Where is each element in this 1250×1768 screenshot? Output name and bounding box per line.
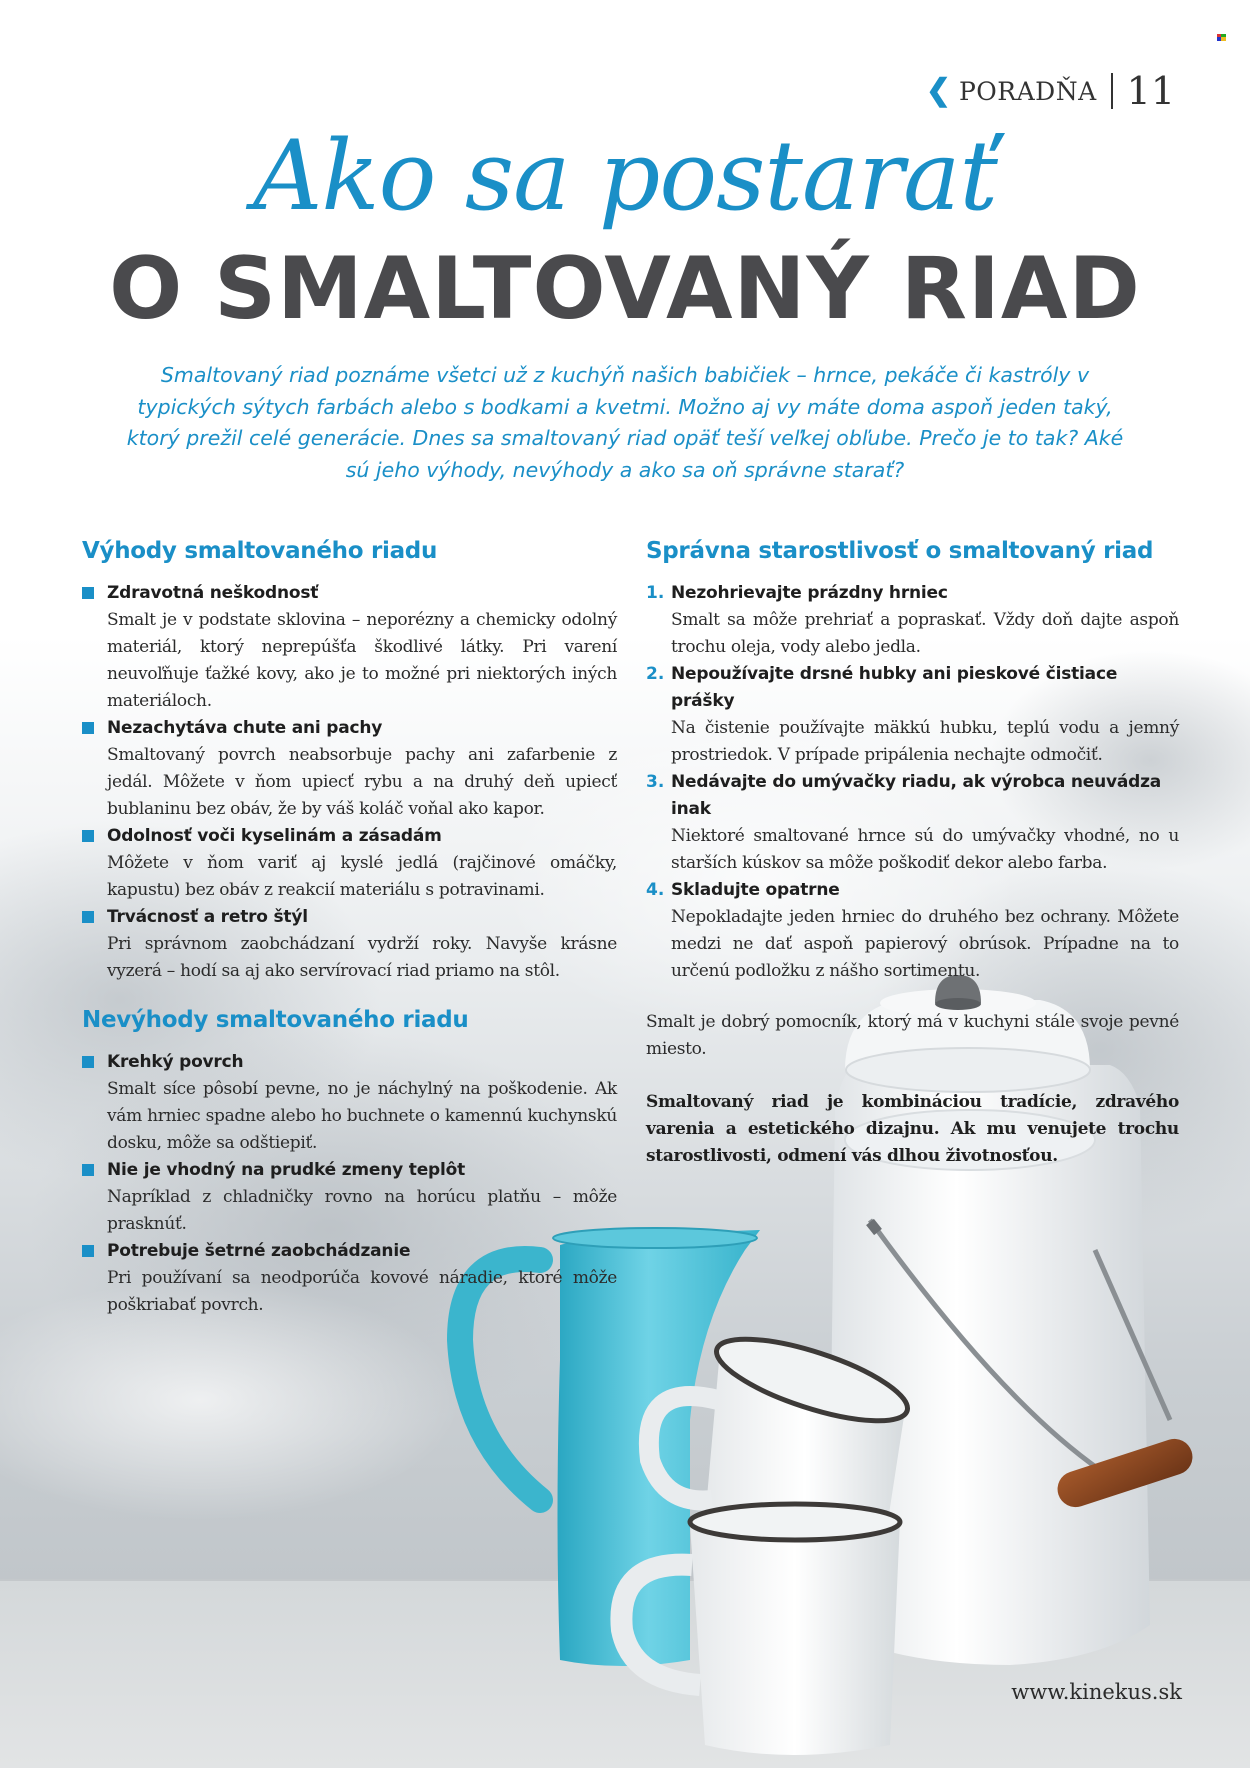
care-step-text: Smalt sa môže prehriať a popraskať. Vždy doň dajte aspoň trochu oleja, vody alebo jedla. <box>671 610 1179 657</box>
website-link[interactable]: www.kinekus.sk <box>1011 1680 1182 1704</box>
step-number: 4. <box>646 880 665 900</box>
care-heading: Správna starostlivosť o smaltovaný riad <box>646 538 1154 564</box>
page-number: 11 <box>1126 69 1175 113</box>
summary-paragraph: Smaltovaný riad je kombináciou tradície, zdravého varenia a estetického dizajnu. Ak mu venujete trochu starostlivosti, odmení vás dlhou životnosťou. <box>646 1092 1179 1166</box>
advantages-heading: Výhody smaltovaného riadu <box>82 538 438 564</box>
disadvantage-item <box>82 1049 617 1157</box>
advantage-text: Smaltovaný povrch neabsorbuje pachy ani zafarbenie z jedál. Môžete v ňom upiecť rybu a na druhý deň upiecť bublaninu bez obáv, že by váš koláč voňal ako kapor. <box>107 745 617 819</box>
disadvantage-title: Krehký povrch <box>107 1052 244 1072</box>
disadvantage-text: Napríklad z chladničky rovno na horúcu platňu – môže prasknúť. <box>107 1187 617 1234</box>
advantage-item <box>82 823 617 904</box>
intro-paragraph: Smaltovaný riad poznáme všetci už z kuchýň našich babičiek – hrnce, pekáče či kastróly v typických sýtych farbách alebo s bodkami a kvetmi. Možno aj vy máte doma aspoň jeden taký, ktorý prežil celé generácie. Dnes sa smaltovaný riad opäť teší veľkej obľube. Prečo je to tak? Aké sú jeho výhody, nevýhody a ako sa oň správne starať? <box>126 363 1124 482</box>
care-step-text: Nepokladajte jeden hrniec do druhého bez ochrany. Môžete medzi ne dať aspoň papierový obrúsok. Prípadne na to určenú podložku z nášho sortimentu. <box>671 907 1179 981</box>
page-header <box>925 69 1175 113</box>
care-step-title: Nepoužívajte drsné hubky ani pieskové čistiace prášky <box>671 664 1118 711</box>
title-script-line: Ako sa postarať <box>253 120 997 232</box>
advantage-item <box>82 715 617 823</box>
title-main-line: O SMALTOVANÝ RIAD <box>109 239 1141 339</box>
closing-paragraph: Smalt je dobrý pomocník, ktorý má v kuchyni stále svoje pevné miesto. <box>646 1012 1179 1059</box>
care-step <box>646 580 1179 661</box>
step-number: 2. <box>646 664 665 684</box>
square-bullet-icon <box>82 911 94 923</box>
disadvantage-title: Potrebuje šetrné zaobchádzanie <box>107 1241 411 1261</box>
square-bullet-icon <box>82 722 94 734</box>
care-step-text: Na čistenie používajte mäkkú hubku, teplú vodu a jemný prostriedok. V prípade pripálenia nechajte odmočiť. <box>671 718 1179 765</box>
disadvantage-title: Nie je vhodný na prudké zmeny teplôt <box>107 1160 466 1180</box>
disadvantage-text: Smalt síce pôsobí pevne, no je náchylný na poškodenie. Ak vám hrniec spadne alebo ho buchnete o kamennú kuchynskú dosku, môže sa odštiepiť. <box>107 1079 617 1153</box>
advantage-title: Nezachytáva chute ani pachy <box>107 718 383 738</box>
step-number: 3. <box>646 772 665 792</box>
care-step-title: Nezohrievajte prázdny hrniec <box>671 583 948 603</box>
advantage-text: Môžete v ňom variť aj kyslé jedlá (rajčinové omáčky, kapustu) bez obáv z reakcií materiálu s potravinami. <box>107 853 617 900</box>
advantage-text: Smalt je v podstate sklovina – neporézny a chemicky odolný materiál, ktorý neprepúšťa škodlivé látky. Pri varení neuvoľňuje ťažké kovy, ako je to možné pri niektorých iných materiáloch. <box>107 610 617 711</box>
care-step <box>646 661 1179 769</box>
square-bullet-icon <box>82 1056 94 1068</box>
header-divider <box>1111 73 1113 109</box>
care-step-title: Skladujte opatrne <box>671 880 840 900</box>
care-step <box>646 877 1179 985</box>
advantage-item <box>82 580 617 715</box>
care-step-title: Nedávajte do umývačky riadu, ak výrobca neuvádza inak <box>671 772 1162 819</box>
chevron-left-icon: ❮ <box>925 73 951 108</box>
advantage-title: Trvácnosť a retro štýl <box>107 907 308 927</box>
left-column <box>82 536 617 1319</box>
care-step-text: Niektoré smaltované hrnce sú do umývačky vhodné, no u starších kúskov sa môže poškodiť dekor alebo farba. <box>671 826 1179 873</box>
care-step <box>646 769 1179 877</box>
square-bullet-icon <box>82 1164 94 1176</box>
advantage-title: Odolnosť voči kyselinám a zásadám <box>107 826 442 846</box>
square-bullet-icon <box>82 1245 94 1257</box>
section-name: PORADŇA <box>958 76 1097 106</box>
right-column <box>646 536 1179 1170</box>
disadvantage-item <box>82 1238 617 1319</box>
square-bullet-icon <box>82 830 94 842</box>
disadvantage-item <box>82 1157 617 1238</box>
square-bullet-icon <box>82 587 94 599</box>
disadvantage-text: Pri používaní sa neodporúča kovové náradie, ktoré môže poškriabať povrch. <box>107 1268 617 1315</box>
step-number: 1. <box>646 583 665 603</box>
disadvantages-heading: Nevýhody smaltovaného riadu <box>82 1007 469 1033</box>
advantage-item <box>82 904 617 985</box>
print-registration-mark <box>1217 34 1226 41</box>
advantage-title: Zdravotná neškodnosť <box>107 583 319 603</box>
advantage-text: Pri správnom zaobchádzaní vydrží roky. Navyše krásne vyzerá – hodí sa aj ako servírovací riad priamo na stôl. <box>107 934 617 981</box>
